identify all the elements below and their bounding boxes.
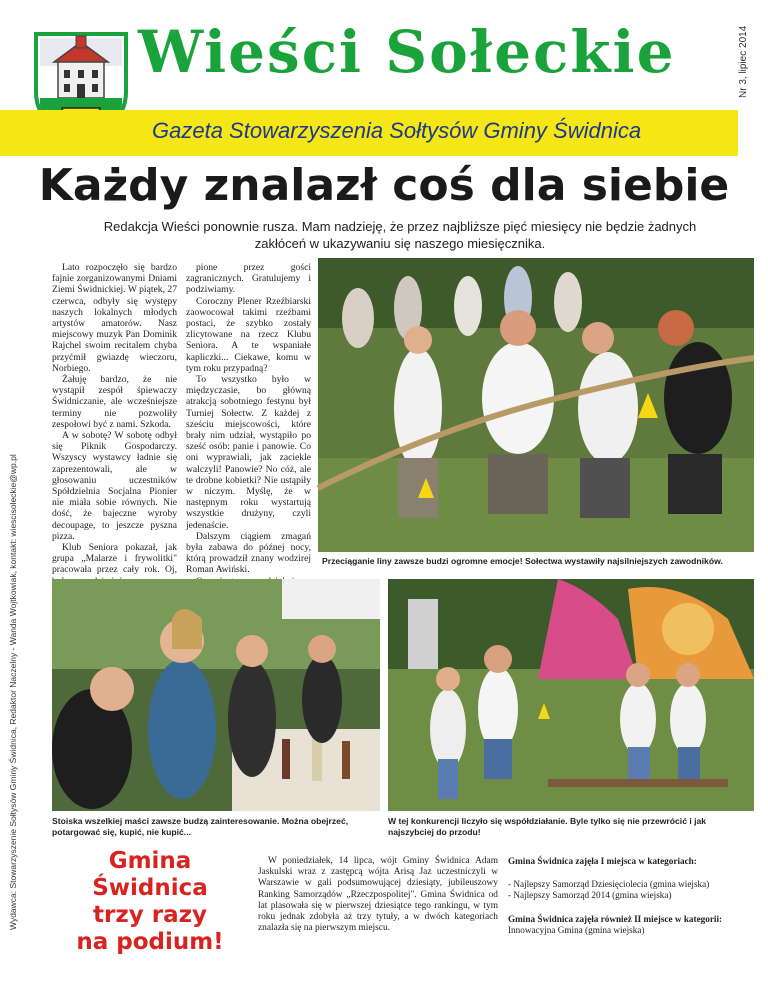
award-paragraph: W poniedziałek, 14 lipca, wójt Gminy Świdnica Adam Jaskulski wraz z zastępcą wójta Arisą Jaz uczestniczyli w Warszawie w gali podsumowującej dziesiąty, jubileuszowy Ranking Samorządów „Rzeczpospolitej". Gmina Świdnica od lat plasowała się w pierwszej dziesiątce tego rankingu, w tym roku jednak zdobyła aż trzy tytuły, a w dwóch kategoriach znalazła się na pierwszym miejscu. [258, 856, 498, 934]
lead-paragraph: Redakcja Wieści ponownie rusza. Mam nadzieję, że przez najbliższe pięć miesięcy nie będzie żadnych zakłóceń w ukazywaniu się naszego miesięcznika. [103, 219, 697, 251]
masthead-subtitle: Gazeta Stowarzyszenia Sołtysów Gminy Świdnica [152, 118, 642, 143]
team-race-caption: W tej konkurencji liczyło się współdziałanie. Byle tylko się nie przewrócić i jak najszybciej do przodu! [388, 816, 707, 837]
headline: Każdy znalazł coś dla siebie [38, 160, 730, 211]
award-list-item: - Najlepszy Samorząd 2014 (gmina wiejska) [508, 890, 672, 901]
article-paragraph: To wszystko było w międzyczasie, bo główną atrakcją sobotniego festynu był Turniej Sołectw. Z każdej z sześciu miejscowości, które brały nim udział, wystąpiło po sześć osób: panie i panowie. Co oni wyprawiali, jak zaciekle walczyli! Panowie? No cóż, ale te drobne kobietki? Nie ustąpiły w niczym. Myślę, że w następnym roku wystartują wszystkie drużyny, czyli jedenaście. [186, 374, 311, 531]
podium-line-2: trzy razy [93, 902, 207, 928]
article-column-1 [52, 262, 177, 576]
podium-headline [62, 848, 238, 956]
market-stall-caption: Stoiska wszelkiej maści zawsze budzą zainteresowanie. Można obejrzeć, potargować się, kupić, nie kupić... [52, 816, 349, 837]
second-place-heading: Gmina Świdnica zajęła również II miejsce w kategorii: [508, 913, 723, 924]
article-paragraph: Coroczny Plener Rzeźbiarski zaowocował takimi rzeźbami postaci, że szybko zostały zlicytowane na rzecz Klubu Seniora. A te wspaniałe kapliczki... Ciekawe, komu w tym roku przypadną? [186, 295, 311, 374]
article-column-2 [186, 262, 311, 576]
publisher-credit: Wydawca: Stowarzyszenie Sołtysów Gminy Świdnica, Redaktor Naczelny - Wanda Wojtkowiak, kontakt: wiescisoleckie@wp.pl [8, 454, 18, 930]
award-article [258, 856, 498, 934]
article-paragraph: pione przez gości zagranicznych. Gratulujemy i podziwiamy. [186, 262, 311, 296]
issue-number: Nr 3, lipiec 2014 [738, 26, 749, 99]
podium-line-1: Gmina Świdnica [92, 848, 208, 901]
award-list-item: Innowacyjna Gmina (gmina wiejska) [508, 924, 645, 935]
article-paragraph: Klub Seniora pokazał, jak grupa „Malarze i frywolitki" pracowała przez cały rok. Oj, [52, 542, 177, 576]
market-stall-photo [52, 579, 380, 811]
masthead-title: Wieści Sołeckie [138, 18, 676, 86]
article-paragraph: Żałuję bardzo, że nie wystąpił zespół śpiewaczy Świdniczanie, ale wcześniejsze terminy nie pozwoliły zespołowi być z nami. Szkoda. [52, 374, 177, 430]
article-paragraph: A w sobotę? W sobotę odbył się Piknik Gospodarczy. Wszyscy wystawcy ładnie się zaprezentowali, ale w głosowaniu uczestników Spółdzielnia Socjalna Pionier nie miała sobie równych. Nie dość, że bajeczne wyroby decoupage, to jeszcze pyszna pizza. [52, 430, 177, 542]
tug-of-war-caption: Przeciąganie liny zawsze budzi ogromne emocje! Sołectwa wystawiły najsilniejszych zawodników. [322, 556, 723, 566]
first-place-heading: Gmina Świdnica zajęła I miejsca w kategoriach: [508, 856, 697, 866]
award-list [508, 856, 743, 936]
article-paragraph: Dalszym ciągiem zmagań była zabawa do późnej nocy, którą prowadził znany wodzirej Roman Awiński. [186, 530, 311, 576]
award-list-item: - Najlepszy Samorząd Dziesięciolecia (gmina wiejska) [508, 879, 710, 890]
team-race-photo [388, 579, 754, 811]
tug-of-war-photo [318, 258, 754, 552]
podium-line-3: na podium! [76, 929, 224, 955]
article-paragraph: Lato rozpoczęło się bardzo fajnie zorganizowanymi Dniami Ziemi Świdnickiej. W piątek, 27 czerwca, odbyły się występy naszych lokalnych młodych artystów amatorów. Nasz miejscowy muzyk Pan Dominik Rajchel swoim recitalem chyba przyćmił gwiazdę wieczoru, Norbiego. [52, 262, 177, 374]
